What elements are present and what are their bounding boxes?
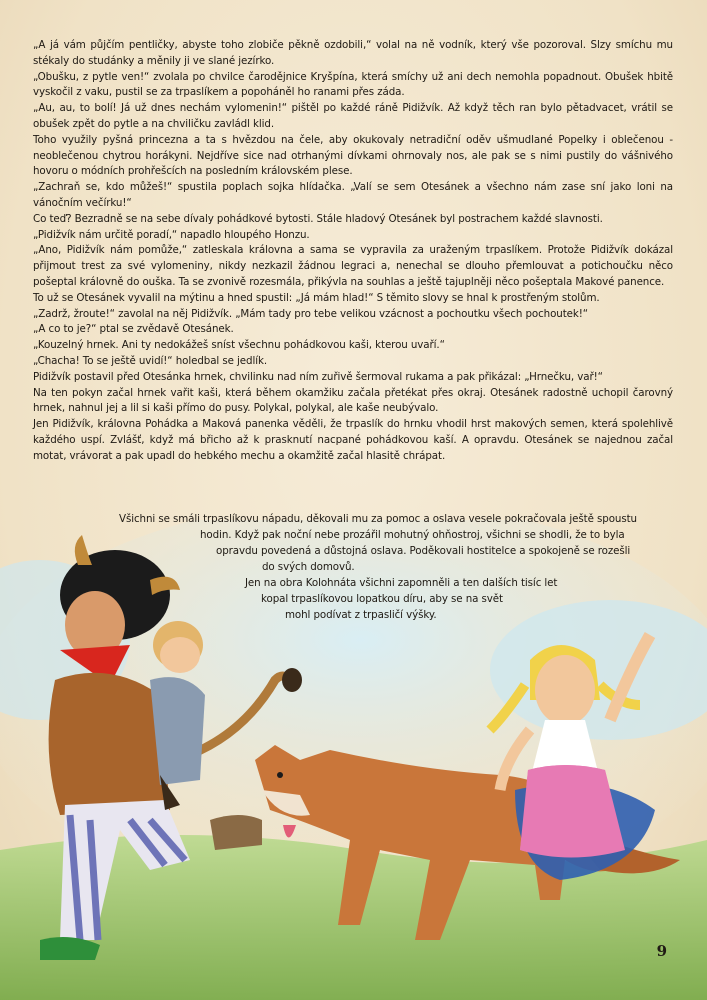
paragraph: „Zadrž, žroute!“ zavolal na něj Pidižvík. „Mám tady pro tebe velikou vzácnost a pochoutku všech pochoutek!“ [33, 307, 589, 320]
paragraph: Co teď? Bezradně se na sebe dívaly pohádkové bytosti. Stále hladový Otesánek byl postrachem každé slavnosti. [33, 212, 603, 225]
paragraph: Na ten pokyn začal hrnek vařit kaši, která během okamžiku začala přetékat přes okraj. Otesánek radostně uchopil čarovný hrnek, nahnul jej a lil si kaši přímo do pusy. Polykal, polykal, ale kaše neubývalo. [33, 386, 673, 415]
paragraph: Pidižvík postavil před Otesánka hrnek, chvilinku nad ním zuřivě šermoval rukama a pak přikázal: „Hrnečku, vař!“ [33, 370, 603, 383]
story-text [33, 38, 673, 465]
paragraph: „A já vám půjčím pentličky, abyste toho zlobiče pěkně ozdobili,“ volal na ně vodník, který vše pozoroval. Slzy smíchu mu stékaly do studánky a měnily ji ve slané jezírko. [33, 39, 673, 67]
text-line: do svých domovů. [262, 561, 355, 573]
paragraph: Jen Pidižvík, královna Pohádka a Maková panenka věděli, že trpaslík do hrnku vhodil hrst makových semen, která spolehlivě každého uspí. Zvlášť, když má břicho až k prasknutí nacpané pohádkovou kaší. A opravdu. Otesánek se najednou začal motat, vrávorat a pak upadl do hebkého mechu a okamžitě začal hlasitě chrápat. [33, 418, 673, 462]
paragraph: To už se Otesánek vyvalil na mýtinu a hned spustil: „Já mám hlad!“ S těmito slovy se hnal k prostřeným stolům. [33, 291, 600, 304]
paragraph: „A co to je?“ ptal se zvědavě Otesánek. [33, 323, 234, 336]
paragraph: „Pidižvík nám určitě poradí,“ napadlo hloupého Honzu. [33, 228, 310, 241]
text-line: hodin. Když pak noční nebe prozářil mohutný ohňostroj, všichni se shodli, že to byla [200, 529, 625, 541]
text-line: Všichni se smáli trpaslíkovu nápadu, děkovali mu za pomoc a oslava vesele pokračovala ještě spoustu [119, 513, 637, 525]
text-line: opravdu povedená a důstojná oslava. Poděkovali hostitelce a spokojeně se rozešli [216, 545, 631, 557]
paragraph: Toho využily pyšná princezna a ta s hvězdou na čele, aby okukovaly netradiční oděv ušmudlané Popelky i oblečenou -neoblečenou chytrou horákyni. Nejdříve sice nad otrhanými dívkami ohrnovaly nos, ale pak se s nimi pustily do vášnivého hovoru o módních prohřešcích na posledním královském plese. [33, 133, 673, 178]
page-number: 9 [656, 942, 667, 960]
paragraph: „Zachraň se, kdo můžeš!“ spustila poplach sojka hlídačka. „Valí se sem Otesánek a všechno nám zase sní jako loni na vánočním večírku!“ [33, 181, 673, 209]
paragraph: „Chacha! To se ještě uvidí!“ holedbal se jedlík. [33, 354, 267, 367]
paragraph: „Ano, Pidižvík nám pomůže,“ zatleskala královna a sama se vypravila za uraženým trpaslíkem. Protože Pidižvík dokázal přijmout trest za své vylomeniny, nikdy nezkazil žádnou legraci a, nenechal se dlouho přemlouvat a potichoučku něco pošeptal královně do ouška. Ta se zvonivě rozesmála, přikývla na souhlas a ještě tajuplněji něco pošeptala Makové panence. [33, 244, 673, 288]
paragraph: „Obušku, z pytle ven!“ zvolala po chvilce čarodějnice Kryšpína, která smíchy už ani dech nemohla popadnout. Obušek hbitě vyskočil z vaku, pustil se za trpaslíkem a popoháněl ho ranami přes záda. [33, 70, 673, 99]
text-line: mohl podívat z trpasličí výšky. [285, 609, 437, 621]
paragraph: „Kouzelný hrnek. Ani ty nedokážeš sníst všechnu pohádkovou kaši, kterou uvaří.“ [33, 339, 445, 352]
text-line: Jen na obra Kolohnáta všichni zapomněli a ten dalších tisíc let [245, 577, 558, 589]
text-line: kopal trpaslíkovou lopatkou díru, aby se na svět [261, 593, 503, 605]
paragraph: „Au, au, to bolí! Já už dnes nechám vylomenin!“ pištěl po každé ráně Pidižvík. Až když těch ran bylo pětadvacet, vrátil se obušek zpět do pytle a na chviličku zavládl klid. [33, 102, 673, 130]
